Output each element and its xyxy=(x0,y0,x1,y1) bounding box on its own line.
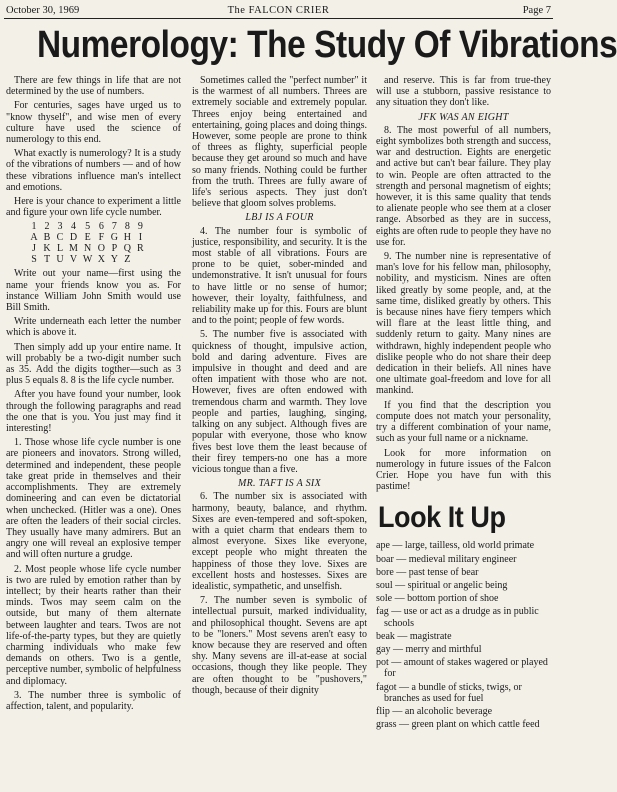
paragraph: Here is your chance to experiment a little and figure your own life cycle number. xyxy=(6,196,181,219)
glossary-entry: sole — bottom portion of shoe xyxy=(376,593,499,605)
paragraph: 1. Those whose life cycle number is one are pioneers and inovators. Strong willed, determined and independent, these people take great pride in themselves and their accomplishments. They are extremely domineering and can even be dictatorial when unchecked. (Hitler was a one). Ones are often the leaders of their social circles. They usually have many admirers. But an angry one will reveal an explosive temper and will often nurture a grudge. xyxy=(6,437,181,561)
table-row xyxy=(28,221,147,232)
table-cell: 5 xyxy=(85,221,92,233)
paragraph: What exactly is numerology? It is a study of the vibrations of numbers — and of how these vibrations influence man's intellect and emotions. xyxy=(6,148,181,193)
table-cell: Y xyxy=(110,254,119,266)
paragraph: 4. The number four is symbolic of justice, responsibility, and security. It is the most stable of all vibrations. Fours are prone to be quiet, sober-minded and undemonstrative. It isn't unusual for fours to have little or no sense of humor; however, their loyalty, faithfulness, and reliability make up for this. Fours are blunt and to the point; people of few words. xyxy=(192,225,367,327)
table-cell: V xyxy=(69,254,79,266)
paragraph: 8. The most powerful of all numbers, eight symbolizes both strength and success, war and destruction. Eights are energetic and active but can't bear failure. They play to win. People are often attracted to the strength and personal magnetism of eights; however, it is this same quality that tends to alienate people who see them at a closer range. Absorbed as they are in success, eights are often rude to people they have no use for. xyxy=(376,124,551,248)
table-cell: L xyxy=(56,243,65,255)
glossary-entry: boar — medieval military engineer xyxy=(376,553,517,565)
table-cell: S xyxy=(31,254,38,266)
paragraph: 5. The number five is associated with quickness of thought, impulsive action, bold and daring adventure. Fives are impulsive in thought and deed and are often impatient with those who are not. However, fives are often endowed with tremendous charm and warmth. They love people and parties, laughing, singing, talking on any subject. Although fives are popular with everyone, those who know fives best love them the least because of their firey tempers-no one has a more vicious tongue than a five. xyxy=(192,329,367,475)
table-cell: H xyxy=(123,232,132,244)
table-cell: F xyxy=(98,232,106,244)
glossary-entry: soul — spiritual or angelic being xyxy=(376,579,508,591)
glossary-entry: ape — large, tailless, old world primate xyxy=(376,540,535,552)
glossary-entry: bore — past tense of bear xyxy=(376,566,479,578)
glossary-entry: fag — use or act as a drudge as in public schools xyxy=(376,606,539,629)
table-cell: W xyxy=(82,254,94,266)
glossary-entry: flip — an alcoholic beverage xyxy=(376,705,493,717)
table-cell: E xyxy=(84,232,92,244)
number-letter-table xyxy=(28,221,147,265)
table-cell: Z xyxy=(124,254,132,266)
table-cell: 7 xyxy=(111,221,118,233)
paragraph: Sometimes called the "perfect number" it is the warmest of all numbers. Threes are extremely sociable and extremely popular. Threes enjoy being entertained and entertaining, going places and doing things. However, some people are prone to think of threes as flighty, superficial people because they get around so much and have so many friends. Nothing could be further from the truth. Threes are fully aware of life's serious aspects. They just don't believe that gloom solves problems. xyxy=(192,75,367,210)
table-cell: N xyxy=(84,243,93,255)
table-cell: 3 xyxy=(57,221,64,233)
table-cell: D xyxy=(69,232,79,244)
header-rule xyxy=(4,18,553,19)
glossary-entry: gay — merry and mirthful xyxy=(376,643,482,655)
column-3 xyxy=(376,75,551,790)
table-cell: P xyxy=(111,243,119,255)
glossary-entry: beak — magistrate xyxy=(376,630,452,642)
look-it-up-heading: Look It Up xyxy=(378,501,506,535)
table-row xyxy=(28,243,147,254)
column-2 xyxy=(192,75,367,790)
glossary-list xyxy=(376,540,551,730)
table-cell: 2 xyxy=(44,221,51,233)
paragraph: Look for more information on numerology in future issues of the Falcon Crier. Hope you have fun with this pastime! xyxy=(376,447,551,493)
table-cell: O xyxy=(97,243,106,255)
paragraph: 9. The number nine is representative of man's love for his fellow man, philosophy, nobility, and mysticism. Nines are often liked greatly by some people, and, at the same time, disliked greatly by others. This is because nines have fiery tempers which will flare at the least little thing, and suddenly return to gaity. Many nines are withdrawn, highly independent people who dislike people who do not share their deep dedication in their beliefs. All nines have one ultimate goal-freedom and love for all mankind. xyxy=(376,251,551,397)
table-row xyxy=(28,254,147,265)
table-cell: A xyxy=(30,232,39,244)
paragraph: Write underneath each letter the number which is above it. xyxy=(6,316,181,339)
paragraph: Write out your name—first using the name your friends know you as. For instance William John Smith would use Bill Smith. xyxy=(6,268,181,314)
table-cell: Q xyxy=(123,243,132,255)
table-cell: I xyxy=(138,232,144,244)
table-cell: B xyxy=(43,232,52,244)
paragraph: 7. The number seven is symbolic of intellectual pursuit, marked individuality, and philosophical thought. Sevens are apt to be "loners." Most sevens aren't easy to know because they are reserved and often shy. Many sevens are ill-at-ease at social occasions, though they like people. They are often thought to be "pushovers," though, because of their dignity xyxy=(192,595,367,696)
subheading: JFK WAS AN EIGHT xyxy=(418,111,509,123)
table-cell: K xyxy=(43,243,52,255)
paragraph: 2. Most people whose life cycle number is two are ruled by emotion rather than by intellect; by their hearts rather than their minds. Twos may seem calm on the outside, but many of them alternate between laughter and tears. Twos are not life-of-the-party types, but they are quietly charming individuals who make few demands on others. Two is a gentle, perceptive number, symbolic of helpfulness and diplomacy. xyxy=(6,563,181,687)
paragraph: If you find that the description you compute does not match your personality, try a different combination of your name, such as your full name or a nickname. xyxy=(376,399,551,445)
paragraph: and reserve. This is far from true-they will use a stubborn, passive resistance to any situation they don't like. xyxy=(376,75,551,109)
paragraph: 6. The number six is associated with harmony, beauty, balance, and rhythm. Sixes are even-tempered and soft-spoken, with a quiet charm that endears them to almost everyone. Sixes like everyone, except people who might threaten the happiness of those they love. Sixes are excellent hosts and hostesses. Sixes are idealistic, sympathetic, and unselfish. xyxy=(192,491,367,592)
glossary-entry: grass — green plant on which cattle feed xyxy=(376,719,540,731)
table-row xyxy=(28,232,147,243)
table-cell: 4 xyxy=(70,221,77,233)
column-1 xyxy=(6,75,181,790)
table-cell: 1 xyxy=(31,221,38,233)
table-cell: R xyxy=(137,243,145,255)
table-cell: 6 xyxy=(98,221,105,233)
article-headline: Numerology: The Study Of Vibrations xyxy=(36,24,617,66)
table-cell: 8 xyxy=(124,221,131,233)
table-cell: U xyxy=(56,254,65,266)
paragraph: 3. The number three is symbolic of affection, talent, and popularity. xyxy=(6,689,181,712)
subheading: MR. TAFT IS A SIX xyxy=(238,478,321,490)
subheading: LBJ IS A FOUR xyxy=(245,212,314,224)
table-cell: T xyxy=(43,254,52,266)
table-cell: C xyxy=(56,232,65,244)
glossary-entry: fagot — a bundle of sticks, twigs, or branches as used for fuel xyxy=(376,681,522,704)
table-cell: G xyxy=(110,232,119,244)
paragraph: There are few things in life that are not determined by the use of numbers. xyxy=(6,75,181,98)
table-cell: X xyxy=(97,254,106,266)
newspaper-name: The FALCON CRIER xyxy=(227,5,330,16)
page-number: Page 7 xyxy=(522,5,551,16)
paragraph: Then simply add up your entire name. It will probably be a two-digit number such as 35. Add the digits togther—such as 3 plus 5 equals 8. 8 is the life cycle number. xyxy=(6,341,181,387)
paragraph: For centuries, sages have urged us to "know thyself", and wise men of every culture have used the science of numerology to this end. xyxy=(6,100,181,146)
paragraph: After you have found your number, look through the following paragraphs and read the one that is you. You just may find it interesting! xyxy=(6,389,181,435)
table-cell xyxy=(134,254,147,265)
table-cell: 9 xyxy=(137,221,144,233)
issue-date: October 30, 1969 xyxy=(6,5,80,16)
glossary-entry: pot — amount of stakes wagered or played for xyxy=(376,657,548,680)
table-cell: M xyxy=(69,243,79,255)
table-cell: J xyxy=(32,243,37,255)
